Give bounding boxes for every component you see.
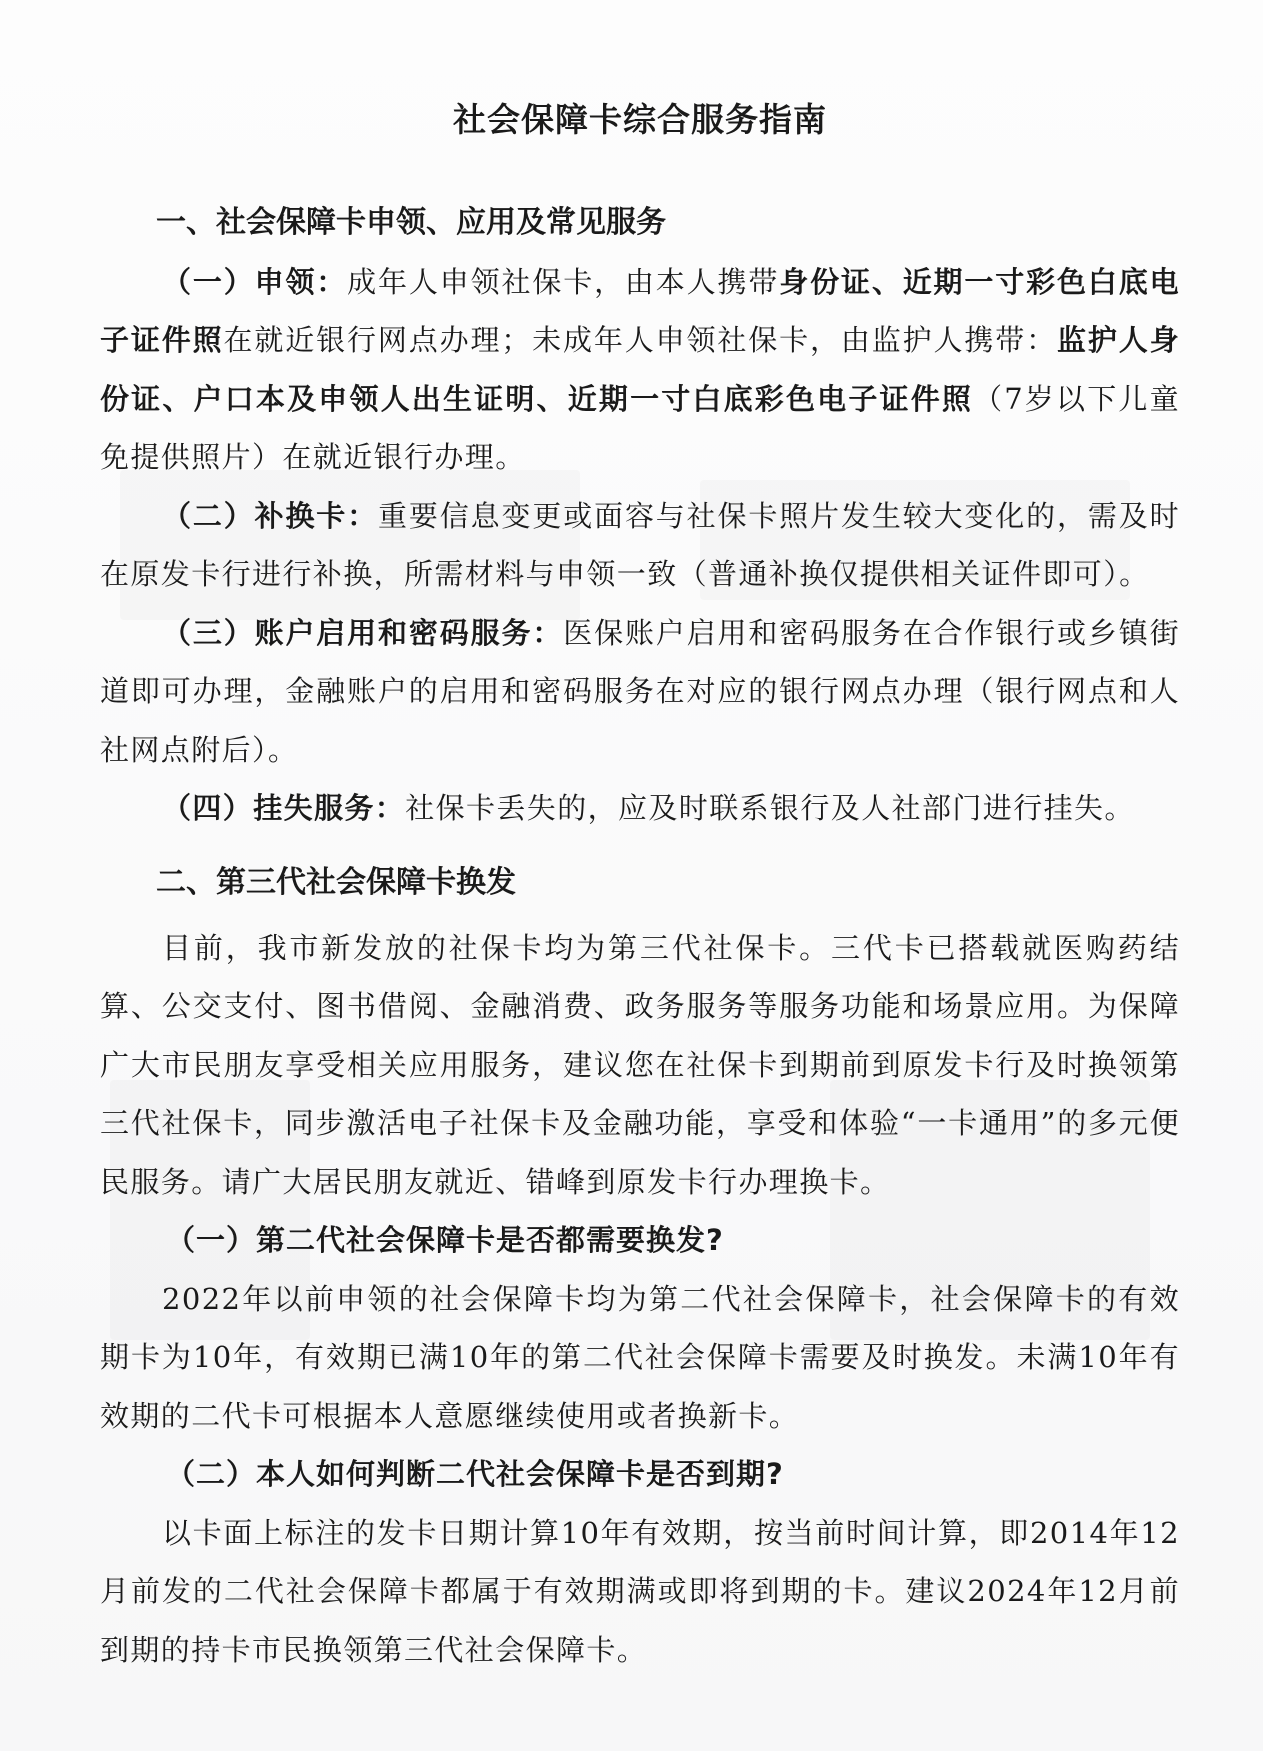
- item-apply-text: （7岁以下儿童免提供照片）在就近银行办理。: [100, 381, 1180, 475]
- item-replace: [100, 487, 1180, 604]
- page-title: 社会保障卡综合服务指南: [453, 100, 827, 139]
- item-report-loss-text: 社保卡丢失的，应及时联系银行及人社部门进行挂失。: [405, 791, 1135, 826]
- question-1-heading: （一）第二代社会保障卡是否都需要换发?: [166, 1223, 724, 1258]
- document-body: [100, 100, 1180, 1679]
- item-apply-required-docs-minor: 监护人身份证、户口本及申领人出生证明、近期一寸白底彩色电子证件照: [100, 323, 1180, 416]
- item-apply-text: 在就近银行网点办理；未成年人申领社保卡，由监护人携带：: [223, 323, 1057, 358]
- item-account-password-text: 医保账户启用和密码服务在合作银行或乡镇街道即可办理，金融账户的启用和密码服务在对应的银行网点办理（银行网点和人社网点附后）。: [100, 615, 1180, 767]
- item-replace-text: 重要信息变更或面容与社保卡照片发生较大变化的，需及时在原发卡行进行补换，所需材料与申领一致（普通补换仅提供相关证件即可）。: [100, 498, 1180, 592]
- item-account-password-label: （三）账户启用和密码服务：: [162, 615, 564, 650]
- section-2-intro: 目前，我市新发放的社保卡均为第三代社保卡。三代卡已搭载就医购药结算、公交支付、图书借阅、金融消费、政务服务等服务功能和场景应用。为保障广大市民朋友享受相关应用服务，建议您在社保卡到期前到原发卡行及时换领第三代社保卡，同步激活电子社保卡及金融功能，享受和体验“一卡通用”的多元便民服务。请广大居民朋友就近、错峰到原发卡行办理换卡。: [100, 930, 1180, 1199]
- answer-1: 2022年以前申领的社会保障卡均为第二代社会保障卡，社会保障卡的有效期卡为10年，有效期已满10年的第二代社会保障卡需要及时换发。未满10年有效期的二代卡可根据本人意愿继续使用或者换新卡。: [100, 1281, 1180, 1433]
- question-2-heading: （二）本人如何判断二代社会保障卡是否到期?: [166, 1457, 784, 1492]
- section-1-heading: 一、社会保障卡申领、应用及常见服务: [156, 204, 666, 240]
- item-apply-text: 成年人申领社保卡，由本人携带: [347, 264, 780, 299]
- item-replace-label: （二）补换卡：: [162, 498, 379, 533]
- item-apply-required-docs-adult: 身份证、近期一寸彩色白底电子证件照: [100, 264, 1180, 358]
- answer-2: 以卡面上标注的发卡日期计算10年有效期，按当前时间计算，即2014年12月前发的二代社会保障卡都属于有效期满或即将到期的卡。建议2024年12月前到期的持卡市民换领第三代社会保障卡。: [100, 1515, 1180, 1667]
- item-apply-label: （一）申领：: [162, 264, 348, 299]
- item-apply: [100, 253, 1180, 487]
- item-report-loss-label: （四）挂失服务：: [162, 791, 406, 826]
- item-account-password: [100, 604, 1180, 780]
- item-report-loss: [100, 779, 1180, 838]
- section-2-heading: 二、第三代社会保障卡换发: [156, 864, 516, 900]
